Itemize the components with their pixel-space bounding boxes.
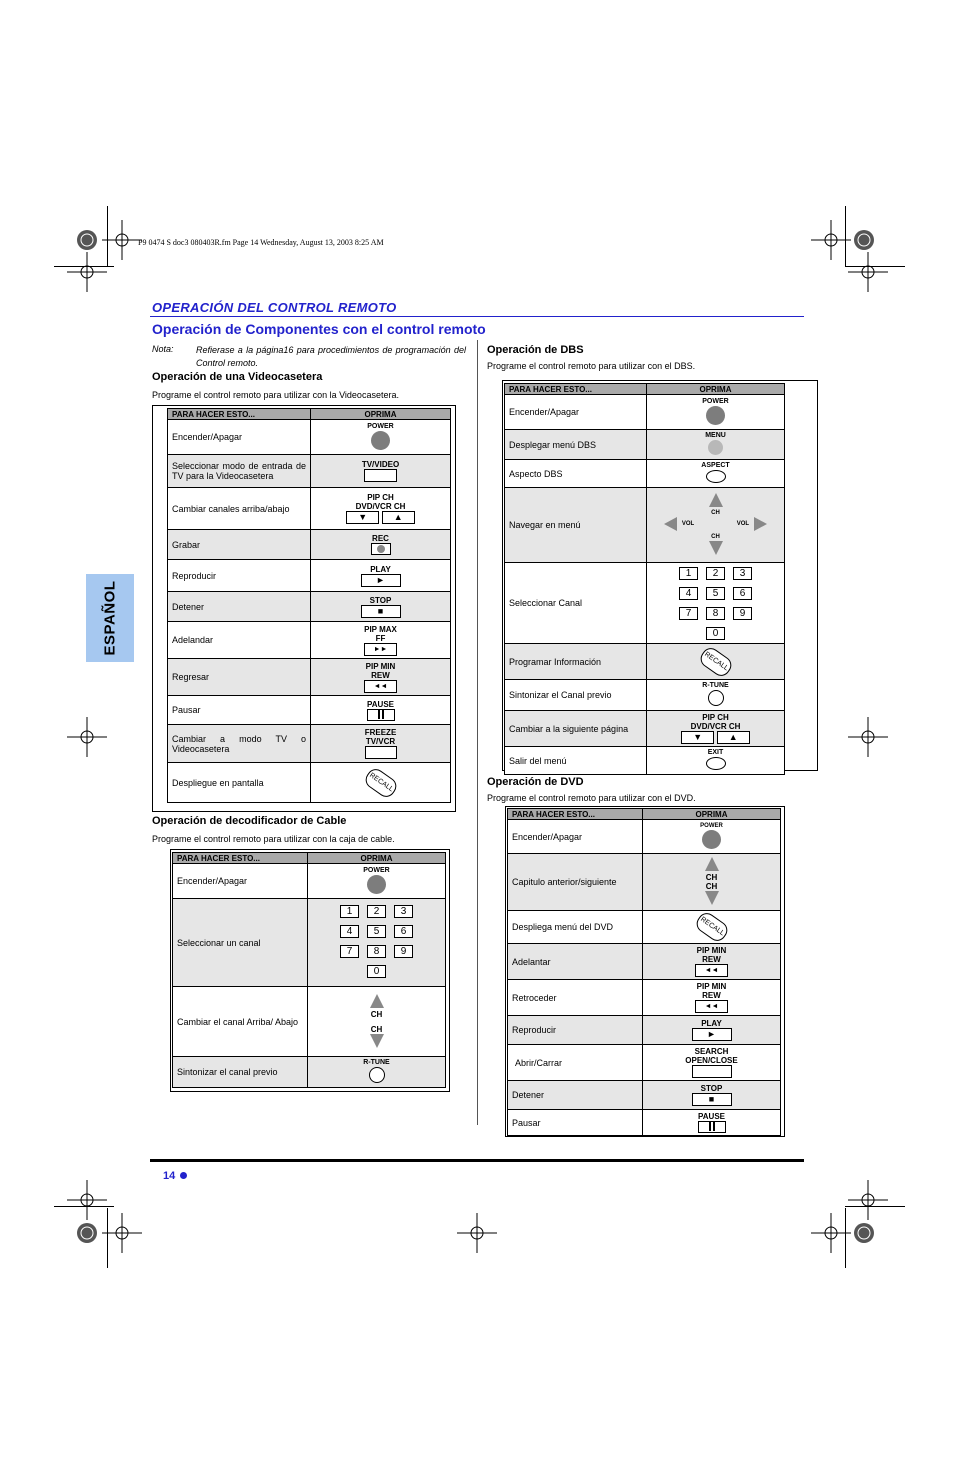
cable-intro: Programe el control remoto para utilizar con la caja de cable. xyxy=(152,834,395,844)
stop-icon: ■ xyxy=(692,1093,732,1106)
channel-up-icon xyxy=(370,994,384,1008)
crosshair-icon xyxy=(102,220,142,260)
button-label: PAUSE xyxy=(367,699,394,709)
key-2[interactable]: 2 xyxy=(706,567,725,580)
button-label: FREEZE xyxy=(364,728,397,737)
pause-button[interactable] xyxy=(643,1110,781,1136)
column-divider xyxy=(477,340,478,1125)
button-label: ASPECT xyxy=(701,462,730,469)
col-header-press: OPRIMA xyxy=(643,809,781,820)
power-button[interactable] xyxy=(647,395,785,430)
dvd-heading: Operación de DVD xyxy=(487,776,584,788)
nav-left-icon xyxy=(664,517,677,531)
rec-button[interactable] xyxy=(311,530,451,560)
vcr-table xyxy=(167,408,451,803)
dbs-table xyxy=(504,383,785,775)
col-header-action: PARA HACER ESTO... xyxy=(508,809,643,820)
cable-action: Encender/Apagar xyxy=(173,864,308,899)
chapter-button[interactable] xyxy=(643,854,781,911)
footer-rule xyxy=(150,1159,804,1162)
power-button[interactable] xyxy=(311,420,451,455)
col-header-action: PARA HACER ESTO... xyxy=(505,384,647,395)
col-header-press: OPRIMA xyxy=(311,409,451,420)
r-tune-button[interactable] xyxy=(647,680,785,711)
button-label: PIP CH xyxy=(702,713,729,722)
play-button[interactable] xyxy=(643,1016,781,1045)
cable-action: Seleccionar un canal xyxy=(173,899,308,987)
nav-down-icon xyxy=(709,541,723,555)
file-header: P9 0474 S doc3 080403R.fm Page 14 Wednesday, August 13, 2003 8:25 AM xyxy=(138,238,384,247)
ff-button[interactable] xyxy=(311,622,451,659)
channel-down-icon xyxy=(370,1034,384,1048)
col-header-press: OPRIMA xyxy=(647,384,785,395)
navigation-pad[interactable] xyxy=(647,488,785,563)
note-label: Nota: xyxy=(152,344,174,354)
language-tab-label: ESPAÑOL xyxy=(101,580,119,656)
power-button-icon xyxy=(371,431,390,450)
power-button[interactable] xyxy=(308,864,446,899)
exit-button[interactable] xyxy=(647,747,785,775)
button-label: TV/VCR xyxy=(365,737,396,746)
button-label: POWER xyxy=(702,398,729,405)
crosshair-icon xyxy=(848,252,888,292)
key-2[interactable]: 2 xyxy=(367,905,386,918)
nav-right-icon xyxy=(754,517,767,531)
key-3[interactable]: 3 xyxy=(733,567,752,580)
dvd-action: Abrir/Carrar xyxy=(508,1045,643,1081)
r-tune-icon xyxy=(369,1067,385,1083)
key-9[interactable]: 9 xyxy=(733,607,752,620)
cable-table xyxy=(172,852,446,1088)
dbs-action: Cambiar a la siguiente página xyxy=(505,711,647,747)
button-label: REC xyxy=(372,534,389,543)
stop-button[interactable] xyxy=(643,1081,781,1110)
vcr-intro: Programe el control remoto para utilizar con la Videocasetera. xyxy=(152,390,399,400)
dbs-action: Desplegar menú DBS xyxy=(505,430,647,460)
play-icon: ► xyxy=(361,574,401,587)
button-label: PAUSE xyxy=(698,1112,725,1121)
dbs-action: Aspecto DBS xyxy=(505,460,647,488)
page-title: Operación de Componentes con el control remoto xyxy=(152,321,486,337)
vcr-action: Encender/Apagar xyxy=(168,420,311,455)
recall-button[interactable] xyxy=(311,763,451,803)
crosshair-icon xyxy=(102,1213,142,1253)
dvd-action: Retroceder xyxy=(508,980,643,1016)
power-button[interactable] xyxy=(643,820,781,854)
chapter-down-icon xyxy=(705,891,719,905)
button-label: TV/VIDEO xyxy=(361,460,400,469)
rewind-icon: ◄◄ xyxy=(364,680,397,693)
chapter-up-icon xyxy=(705,857,719,871)
play-icon: ► xyxy=(692,1028,732,1041)
dvd-intro: Programe el control remoto para utilizar con el DVD. xyxy=(487,793,696,803)
menu-button-icon xyxy=(708,440,723,455)
vcr-action: Cambiar a modo TV o Videocasetera xyxy=(168,725,311,763)
dbs-action: Salir del menú xyxy=(505,747,647,775)
button-label: PIP MIN xyxy=(365,661,396,671)
power-button-icon xyxy=(702,830,721,849)
button-label: POWER xyxy=(367,423,394,430)
pip-ch-button[interactable] xyxy=(647,711,785,747)
r-tune-icon xyxy=(708,690,724,706)
key-6[interactable]: 6 xyxy=(733,587,752,600)
r-tune-button[interactable] xyxy=(308,1057,446,1088)
button-label: PLAY xyxy=(370,564,391,574)
fast-forward-icon: ►► xyxy=(364,643,397,656)
dbs-action: Seleccionar Canal xyxy=(505,563,647,644)
vcr-action: Seleccionar modo de entrada de TV para la Videocasetera xyxy=(168,455,311,488)
aspect-icon xyxy=(706,470,726,483)
recall-icon: RECALL xyxy=(697,644,735,679)
button-label: STOP xyxy=(700,1084,723,1093)
button-key-icon xyxy=(364,469,397,482)
button-label: VOL xyxy=(681,521,695,527)
button-label: REW xyxy=(702,955,721,964)
dbs-action: Programar Información xyxy=(505,644,647,680)
button-label: CH xyxy=(711,510,720,516)
open-close-button[interactable] xyxy=(643,1045,781,1081)
dvd-action: Detener xyxy=(508,1081,643,1110)
button-key-icon xyxy=(692,1065,732,1078)
button-label: DVD/VCR CH xyxy=(690,722,741,731)
button-label: DVD/VCR CH xyxy=(355,502,406,511)
dvd-action: Adelantar xyxy=(508,944,643,980)
recall-button[interactable] xyxy=(643,911,781,944)
ff-button[interactable] xyxy=(643,944,781,980)
freeze-button[interactable] xyxy=(311,725,451,763)
key-1[interactable]: 1 xyxy=(679,567,698,580)
note-text: Refierase a la página16 para procedimientos de programación del Control remoto. xyxy=(196,345,466,368)
vcr-action: Grabar xyxy=(168,530,311,560)
vcr-heading: Operación de una Videocasetera xyxy=(152,371,323,383)
recall-icon: RECALL xyxy=(362,765,400,800)
key-9[interactable]: 9 xyxy=(394,945,413,958)
dbs-heading: Operación de DBS xyxy=(487,344,584,356)
pause-icon xyxy=(698,1121,726,1133)
rewind-icon: ◄◄ xyxy=(695,1000,728,1013)
vcr-action: Adelandar xyxy=(168,622,311,659)
rew-button[interactable] xyxy=(311,659,451,696)
dvd-action: Capitulo anterior/siguiente xyxy=(508,854,643,911)
vcr-action: Regresar xyxy=(168,659,311,696)
pip-ch-button[interactable] xyxy=(311,488,451,530)
aspect-button[interactable] xyxy=(647,460,785,488)
key-7[interactable]: 7 xyxy=(679,607,698,620)
button-label: REW xyxy=(702,991,721,1000)
crosshair-icon xyxy=(67,252,107,292)
crosshair-icon xyxy=(848,717,888,757)
play-button[interactable] xyxy=(311,560,451,592)
button-label: FF xyxy=(375,633,386,643)
key-1[interactable]: 1 xyxy=(340,905,359,918)
button-label: CH xyxy=(370,1024,383,1034)
button-label: R-TUNE xyxy=(363,1059,390,1066)
button-label: PIP CH xyxy=(367,493,394,502)
rewind-icon: ◄◄ xyxy=(695,964,728,977)
dbs-action: Encender/Apagar xyxy=(505,395,647,430)
key-6[interactable]: 6 xyxy=(394,925,413,938)
button-label: PIP MIN xyxy=(696,982,727,991)
button-label: R-TUNE xyxy=(702,682,729,689)
key-0[interactable]: 0 xyxy=(706,627,725,640)
cable-action: Sintonizar el canal previo xyxy=(173,1057,308,1088)
key-3[interactable]: 3 xyxy=(394,905,413,918)
key-4[interactable]: 4 xyxy=(340,925,359,938)
button-label: CH xyxy=(711,534,720,540)
pause-icon xyxy=(367,709,395,721)
col-header-action: PARA HACER ESTO... xyxy=(168,409,311,420)
record-icon xyxy=(371,543,391,555)
number-keypad[interactable] xyxy=(647,563,785,644)
crosshair-icon xyxy=(67,717,107,757)
record-dot-icon xyxy=(377,545,385,553)
dvd-table xyxy=(507,808,781,1136)
recall-icon: RECALL xyxy=(693,910,731,945)
down-arrow-icon: ▼ xyxy=(681,731,714,744)
button-key-icon xyxy=(365,746,397,759)
button-label: OPEN/CLOSE xyxy=(685,1056,738,1065)
button-label: EXIT xyxy=(707,749,724,756)
vcr-action: Despliegue en pantalla xyxy=(168,763,311,803)
stop-button[interactable] xyxy=(311,592,451,622)
divider xyxy=(150,316,804,317)
number-keypad[interactable] xyxy=(308,899,446,987)
dvd-action: Encender/Apagar xyxy=(508,820,643,854)
nav-up-icon xyxy=(709,493,723,507)
key-5[interactable]: 5 xyxy=(706,587,725,600)
dbs-intro: Programe el control remoto para utilizar con el DBS. xyxy=(487,361,696,371)
crosshair-icon xyxy=(457,1213,497,1253)
vcr-action: Detener xyxy=(168,592,311,622)
col-header-press: OPRIMA xyxy=(308,853,446,864)
button-label: CH xyxy=(705,873,718,882)
crosshair-icon xyxy=(811,220,851,260)
recall-button[interactable] xyxy=(647,644,785,680)
bullet-icon xyxy=(180,1172,187,1179)
power-button-icon xyxy=(367,875,386,894)
button-label: REW xyxy=(371,670,390,680)
key-5[interactable]: 5 xyxy=(367,925,386,938)
key-4[interactable]: 4 xyxy=(679,587,698,600)
tv-video-button[interactable] xyxy=(311,455,451,488)
crosshair-icon xyxy=(848,1180,888,1220)
button-label: VOL xyxy=(736,521,750,527)
key-8[interactable]: 8 xyxy=(706,607,725,620)
dbs-action: Navegar en menú xyxy=(505,488,647,563)
up-arrow-icon: ▲ xyxy=(382,511,415,524)
vcr-action: Pausar xyxy=(168,696,311,725)
pause-button[interactable] xyxy=(311,696,451,725)
page-number: 14 xyxy=(163,1170,176,1182)
crosshair-icon xyxy=(811,1213,851,1253)
button-label: POWER xyxy=(700,823,723,829)
language-tab xyxy=(86,574,134,662)
up-arrow-icon: ▲ xyxy=(717,731,750,744)
col-header-action: PARA HACER ESTO... xyxy=(173,853,308,864)
cable-action: Cambiar el canal Arriba/ Abajo xyxy=(173,987,308,1057)
crosshair-icon xyxy=(67,1180,107,1220)
button-label: POWER xyxy=(363,867,390,874)
button-label: PIP MIN xyxy=(696,946,727,955)
button-label: PIP MAX xyxy=(364,624,397,634)
power-button-icon xyxy=(706,406,725,425)
button-label: MENU xyxy=(705,432,726,439)
button-label: CH xyxy=(705,882,718,891)
button-label: CH xyxy=(370,1009,383,1019)
menu-button[interactable] xyxy=(647,430,785,460)
vcr-action: Cambiar canales arriba/abajo xyxy=(168,488,311,530)
rew-button[interactable] xyxy=(643,980,781,1016)
key-7[interactable]: 7 xyxy=(340,945,359,958)
button-label: STOP xyxy=(369,595,392,605)
stop-icon: ■ xyxy=(361,605,401,618)
cable-heading: Operación de decodificador de Cable xyxy=(152,815,347,827)
button-label: SEARCH xyxy=(694,1047,729,1056)
exit-icon xyxy=(706,757,726,770)
dvd-action: Despliega menú del DVD xyxy=(508,911,643,944)
button-label: PLAY xyxy=(701,1019,722,1028)
section-title: OPERACIÓN DEL CONTROL REMOTO xyxy=(152,300,397,315)
down-arrow-icon: ▼ xyxy=(346,511,379,524)
key-8[interactable]: 8 xyxy=(367,945,386,958)
key-0[interactable]: 0 xyxy=(367,965,386,978)
dvd-action: Pausar xyxy=(508,1110,643,1136)
dvd-action: Reproducir xyxy=(508,1016,643,1045)
vcr-action: Reproducir xyxy=(168,560,311,592)
dbs-action: Sintonizar el Canal previo xyxy=(505,680,647,711)
channel-button[interactable] xyxy=(308,987,446,1057)
